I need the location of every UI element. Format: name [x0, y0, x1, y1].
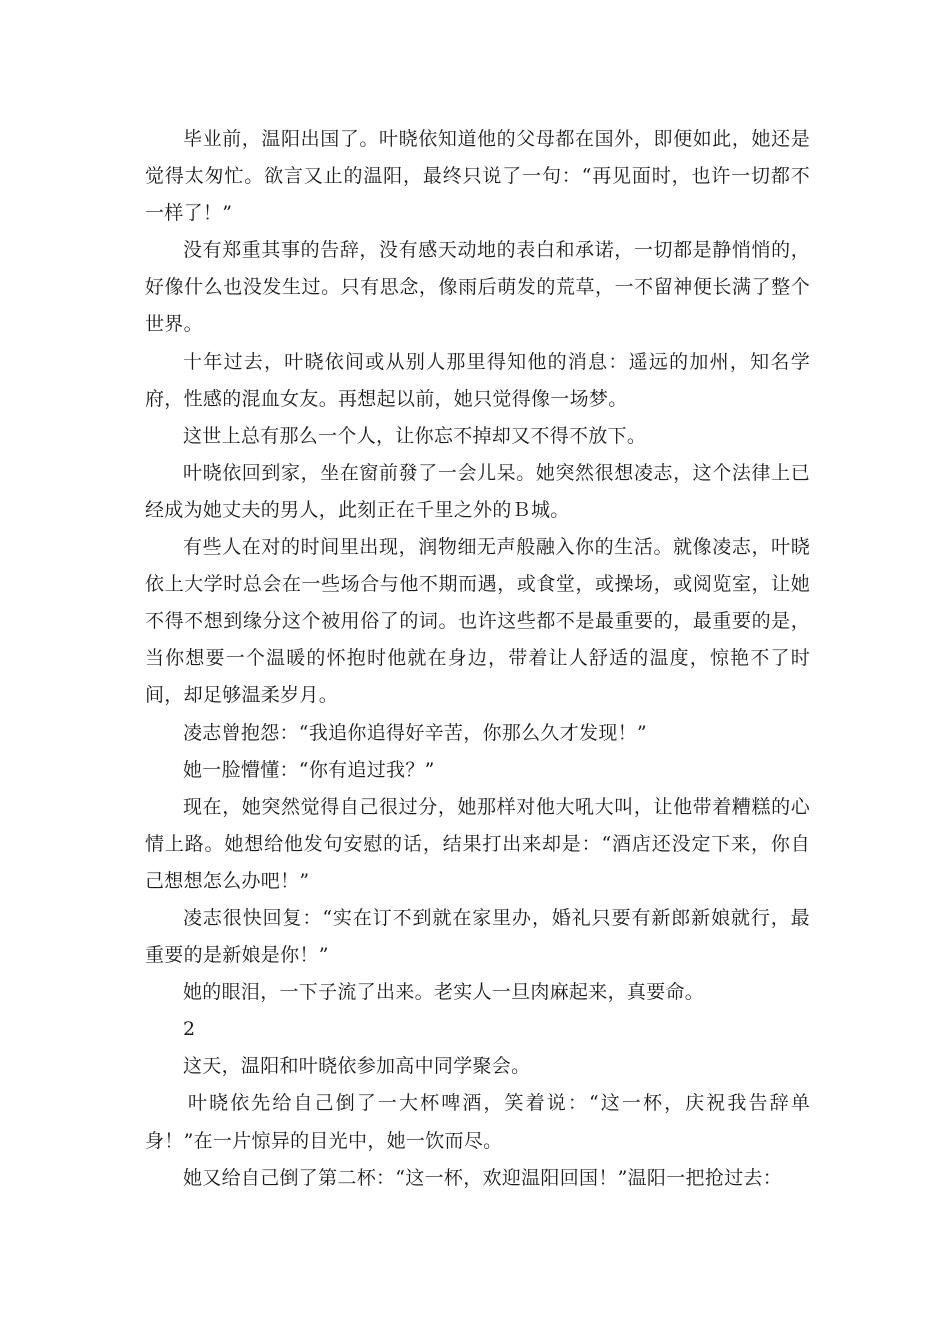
paragraph-11: 她的眼泪，一下子流了出来。老实人一旦肉麻起来，真要命。 [183, 981, 705, 1004]
paragraph-12: 这天，温阳和叶晓依参加高中同学聚会。 [183, 1055, 531, 1078]
paragraph-13: 叶晓依先给自己倒了一大杯啤酒，笑着说：“这一杯，庆祝我告辞单身！”在一片惊异的目光中，她一饮而尽。 [145, 1092, 810, 1152]
paragraph-1: 毕业前，温阳出国了。叶晓依知道他的父母都在国外，即便如此，她还是觉得太匆忙。欲言又止的温阳，最终只说了一句：“再见面时，也许一切都不一样了！” [145, 128, 810, 225]
paragraph-10: 凌志很快回复：“实在订不到就在家里办，婚礼只要有新郎新娘就行，最重要的是新娘是你！” [145, 906, 810, 967]
paragraph-3: 十年过去，叶晓依间或从别人那里得知他的消息：遥远的加州，知名学府，性感的混血女友。再想起以前，她只觉得像一场梦。 [145, 350, 810, 410]
paragraph-5: 叶晓依回到家，坐在窗前發了一会儿呆。她突然很想凌志，这个法律上已经成为她丈夫的男人，此刻正在千里之外的Ｂ城。 [145, 461, 810, 521]
paragraph-14: 她又给自己倒了第二杯：“这一杯，欢迎温阳回国！”温阳一把抢过去： [183, 1166, 783, 1189]
paragraph-4: 这世上总有那么一个人，让你忘不掉却又不得不放下。 [183, 424, 647, 447]
paragraph-2: 没有郑重其事的告辞，没有感天动地的表白和承诺，一切都是静悄悄的，好像什么也没发生过。只有思念，像雨后萌发的荒草，一不留神便长满了整个世界。 [145, 239, 810, 336]
paragraph-6: 有些人在对的时间里出现，润物细无声般融入你的生活。就像凌志，叶晓依上大学时总会在一些场合与他不期而遇，或食堂，或操场，或阅览室，让她不得不想到缘分这个被用俗了的词。也许这些都不是最重要的，最重要的是，当你想要一个温暖的怀抱时他就在身边，带着让人舒适的温度，惊艳不了时间，却足够温柔岁月。 [145, 536, 810, 707]
document-body [145, 121, 810, 1197]
section-number: 2 [183, 1018, 196, 1041]
paragraph-9: 现在，她突然觉得自己很过分，她那样对他大吼大叫，让他带着糟糕的心情上路。她想给他发句安慰的话，结果打出来却是：“酒店还没定下来，你自己想想怎么办吧！” [145, 795, 810, 892]
paragraph-7: 凌志曾抱怨：“我追你追得好辛苦，你那么久才发现！” [183, 721, 647, 744]
paragraph-8: 她一脸懵懂：“你有追过我？” [183, 758, 435, 781]
